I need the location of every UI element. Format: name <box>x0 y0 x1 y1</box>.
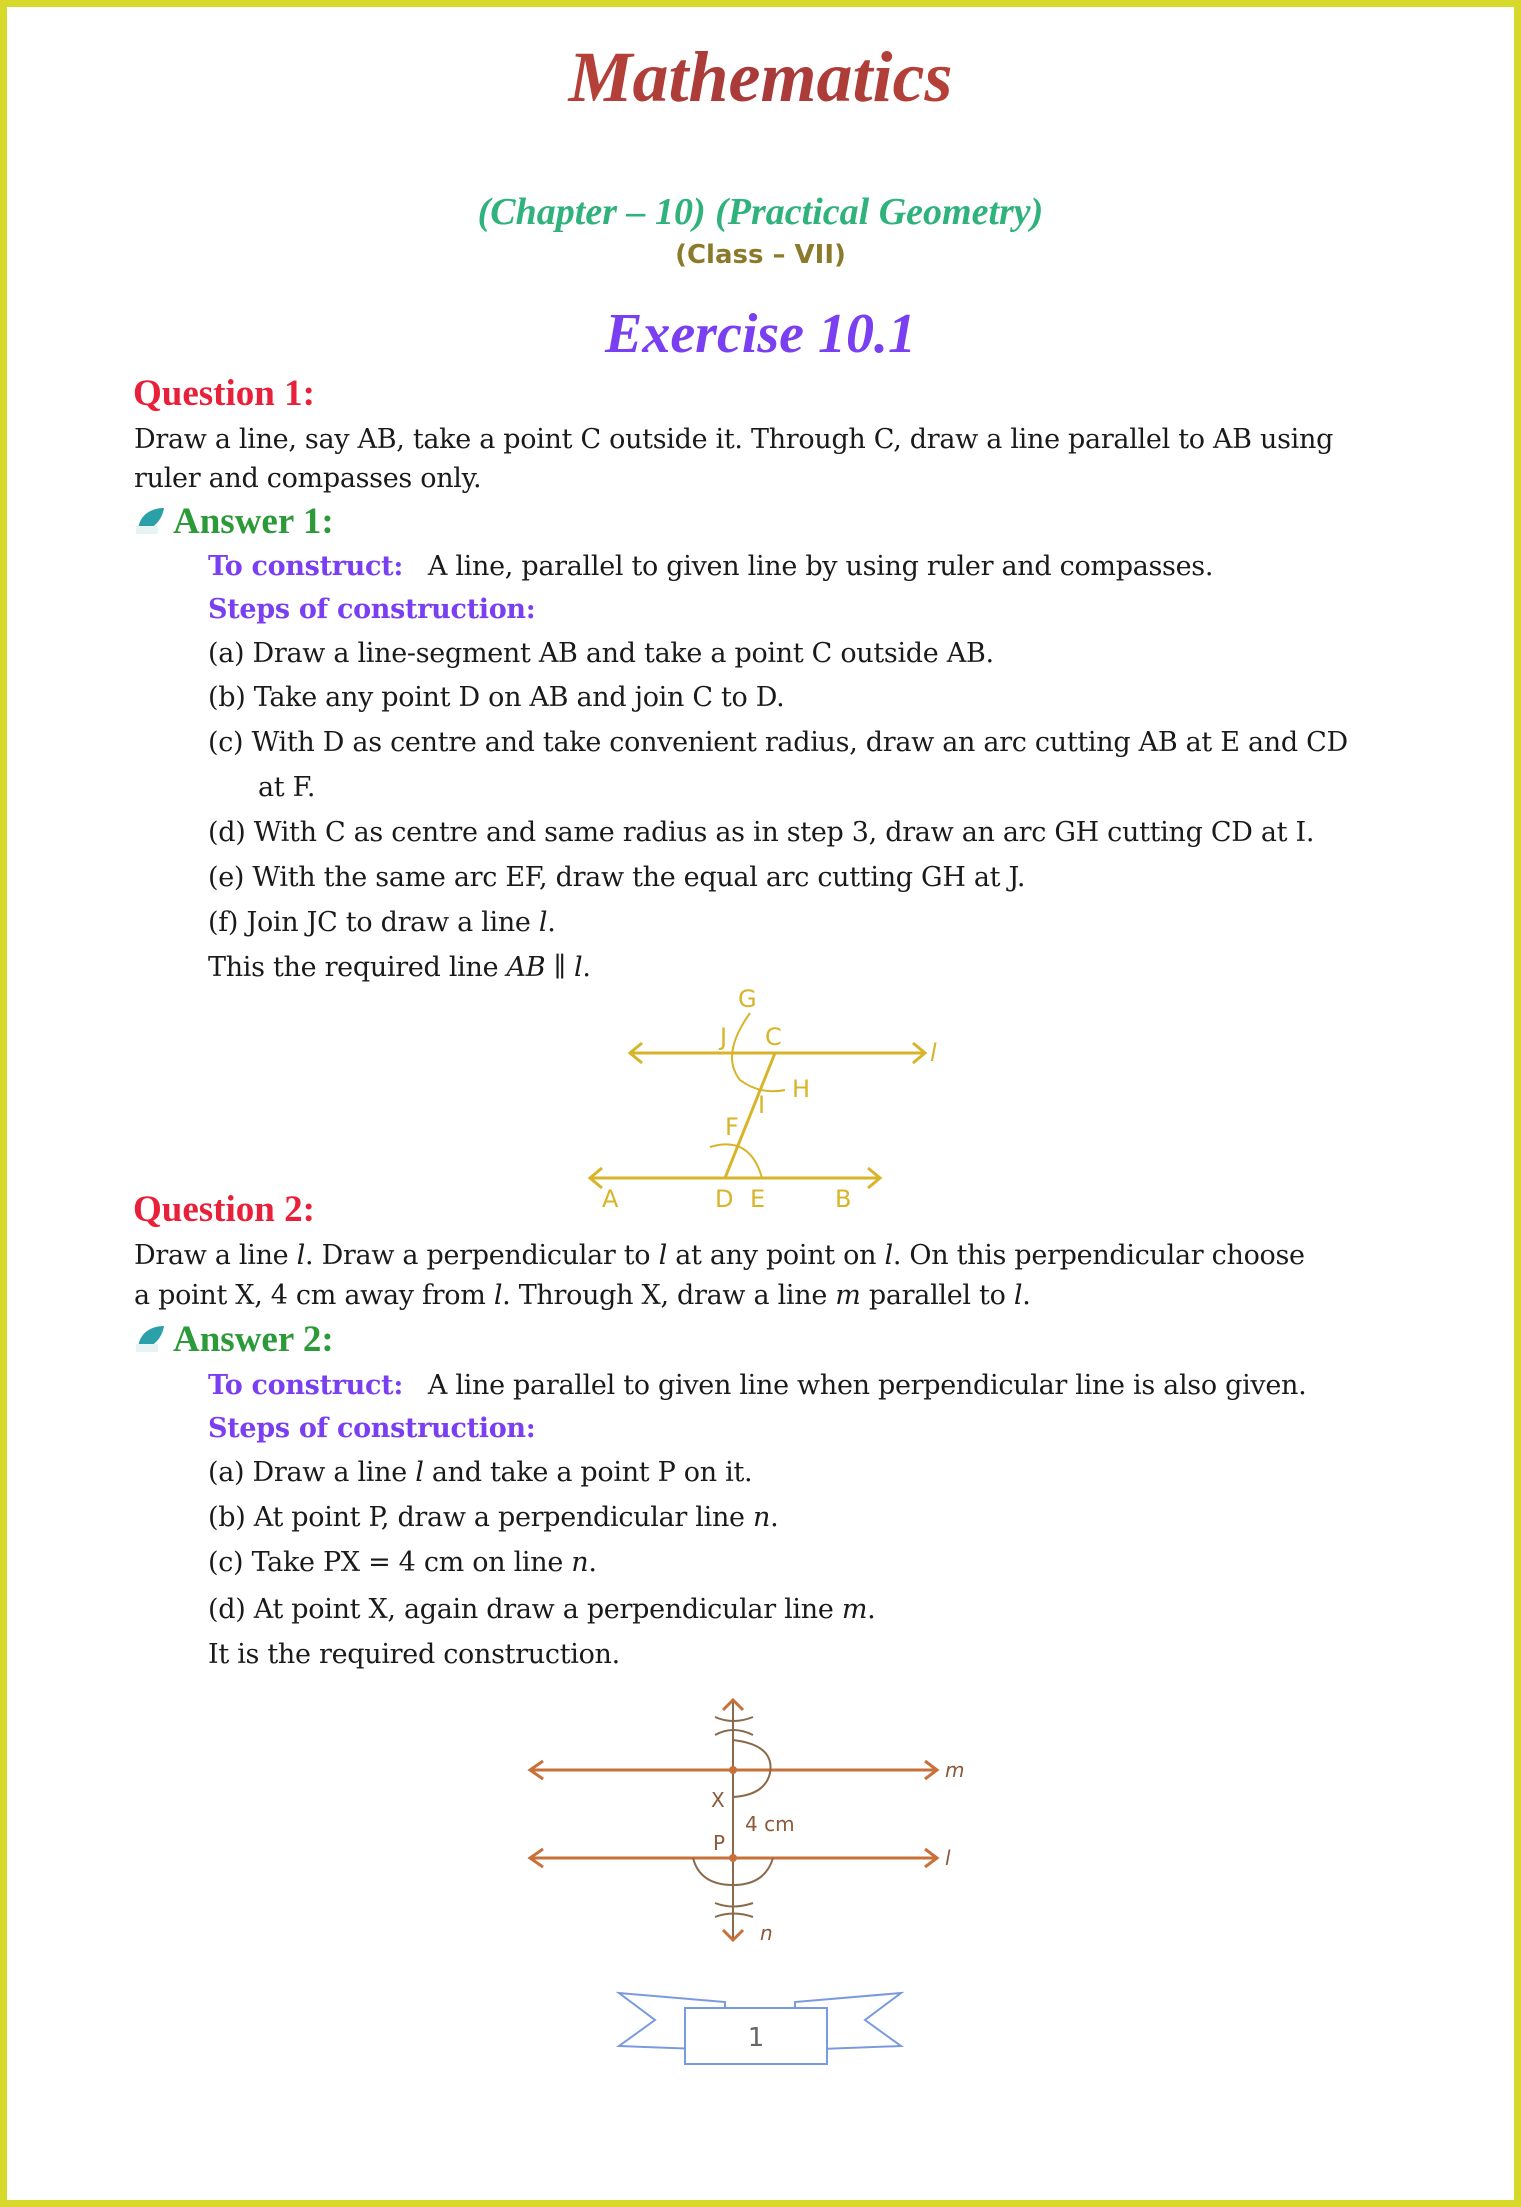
label-C: C <box>765 1023 782 1051</box>
to-construct-text: A line, parallel to given line by using ruler and compasses. <box>427 551 1214 582</box>
step-a: (a) Draw a line-segment AB and take a point C outside AB. <box>208 638 994 669</box>
label-m: m <box>945 1758 965 1782</box>
question-1-text: Draw a line, say AB, take a point C outside it. Through C, draw a line parallel to AB using <box>134 424 1334 455</box>
figure-perpendicular-construction <box>525 1695 985 1945</box>
class-heading: (Class – VII) <box>675 240 846 270</box>
exercise-heading: Exercise 10.1 <box>604 303 917 365</box>
chapter-heading: (Chapter – 10) (Practical Geometry) <box>477 191 1044 233</box>
label-P: P <box>713 1831 726 1855</box>
page-number-ribbon <box>615 1990 905 2072</box>
to-construct-label: To construct <box>208 551 394 582</box>
steps-2: Steps of construction: <box>208 1413 536 1444</box>
label-n: n <box>760 1921 773 1945</box>
answer-leaf-icon <box>134 1322 168 1354</box>
steps-1: Steps of construction: <box>208 594 536 625</box>
conclusion-2: It is the required construction. <box>208 1639 620 1670</box>
step-c-cont: at F. <box>258 772 316 803</box>
label-l: l <box>945 1846 951 1870</box>
page-title: Mathematics <box>0 36 1521 119</box>
answer-leaf-icon <box>134 504 168 536</box>
answer-1-heading: Answer 1: <box>173 501 334 542</box>
to-construct-2: To construct: A line parallel to given line when perpendicular line is also given. <box>208 1370 1307 1401</box>
q2-step-a: (a) Draw a line l and take a point P on it. <box>208 1457 753 1488</box>
question-2-heading: Question 2: <box>133 1189 315 1230</box>
label-D: D <box>715 1185 734 1213</box>
label-G: G <box>738 985 757 1013</box>
label-A: A <box>602 1185 619 1213</box>
conclusion-1: This the required line AB ∥ l. <box>208 952 591 983</box>
page-number: 1 <box>747 2023 765 2053</box>
label-E: E <box>750 1185 766 1213</box>
figure-parallel-construction <box>580 985 940 1215</box>
q2-step-c: (c) Take PX = 4 cm on line n. <box>208 1547 597 1578</box>
question-1-text-2: ruler and compasses only. <box>134 463 482 494</box>
label-I: I <box>758 1091 766 1119</box>
label-B: B <box>835 1185 852 1213</box>
question-1-heading: Question 1: <box>133 373 315 414</box>
label-X: X <box>711 1788 725 1812</box>
label-H: H <box>792 1075 811 1103</box>
step-d: (d) With C as centre and same radius as in step 3, draw an arc GH cutting CD at I. <box>208 817 1315 848</box>
question-2-text: Draw a line l. Draw a perpendicular to l at any point on l. On this perpendicular choose <box>134 1240 1305 1271</box>
step-f: (f) Join JC to draw a line l. <box>208 907 556 938</box>
label-J: J <box>720 1023 728 1051</box>
question-2-text-2: a point X, 4 cm away from l. Through X, draw a line m parallel to l. <box>134 1280 1031 1311</box>
label-F: F <box>725 1113 739 1141</box>
label-4cm: 4 cm <box>745 1812 795 1836</box>
step-b: (b) Take any point D on AB and join C to D. <box>208 682 785 713</box>
answer-2-heading: Answer 2: <box>173 1319 334 1360</box>
step-e: (e) With the same arc EF, draw the equal arc cutting GH at J. <box>208 862 1026 893</box>
step-c: (c) With D as centre and take convenient radius, draw an arc cutting AB at E and CD <box>208 727 1348 758</box>
q2-step-d: (d) At point X, again draw a perpendicular line m. <box>208 1594 876 1625</box>
to-construct-1: To construct: A line, parallel to given line by using ruler and compasses. <box>208 551 1214 582</box>
label-l: l <box>930 1039 937 1067</box>
q2-step-b: (b) At point P, draw a perpendicular line n. <box>208 1502 779 1533</box>
steps-label: Steps of construction <box>208 594 526 625</box>
